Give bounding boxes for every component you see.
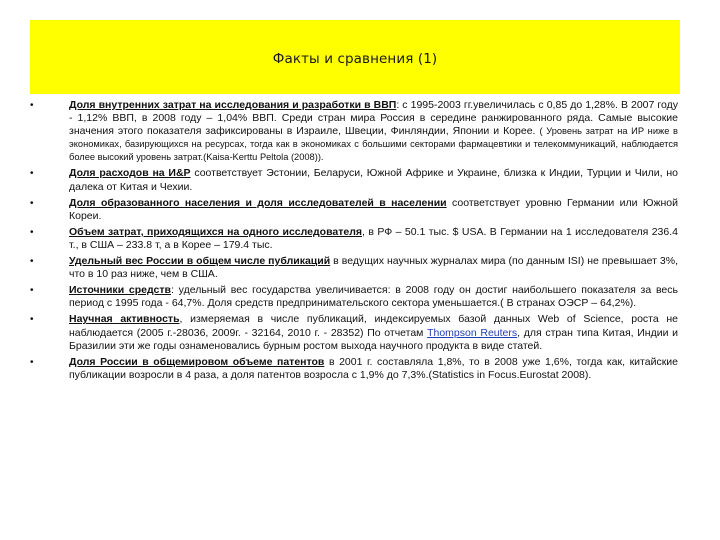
item-lead: Удельный вес России в общем числе публикаций: [69, 255, 331, 268]
item-text: соответствует уровню Германии или Южной Кореи.: [69, 196, 679, 222]
list-item-patents-share: [30, 356, 678, 382]
item-text: соответствует Эстонии, Беларуси, Южной Африке и Украине, близка к Индии, Турции и Чили, но далека от Китая и Чехии.: [69, 167, 678, 193]
list-item-funding-sources: [30, 284, 678, 310]
bullet-icon: •: [30, 285, 34, 297]
list-item-rd-expenses: [30, 167, 678, 193]
item-text: в 2001 г. составляла 1,8%, то в 2008 уже 1,6%, тогда как, китайские публикации возросли в 4 раза, а доля патентов возросла с 1,9% до 7,3%.(Statistics in Focus.Eurostat 2008).: [69, 355, 678, 381]
item-text: в ведущих научных журналах мира (по данным ISI) не превышает 3%, что в 10 раз ниже, чем в США.: [69, 255, 678, 281]
list-item-cost-per-researcher: [30, 226, 678, 252]
item-lead: Источники средств: [69, 284, 171, 297]
bullet-icon: •: [30, 256, 34, 268]
item-text: : удельный вес государства увеличивается: в 2008 году он достиг наибольшего показателя за весь период с 1995 года - 64,7%. Доля средств предпринимательского сектора уменьшается.( В странах ОЭСР – 64,2%).: [69, 284, 678, 310]
bullet-icon: •: [30, 226, 34, 238]
title-band: [30, 20, 680, 94]
list-item-educated-population: [30, 197, 678, 223]
slide-title: Факты и сравнения (1): [272, 51, 438, 67]
bullet-icon: •: [30, 168, 34, 180]
bullet-icon: •: [30, 100, 34, 111]
item-text: , в РФ – 50.1 тыс. $ USA. В Германии на 1 исследователя 236.4 т., в США – 233.8 т, а в Корее – 179.4 тыс.: [69, 225, 678, 251]
bullet-icon: •: [30, 197, 34, 209]
list-item-scientific-activity: [30, 313, 678, 352]
item-lead: Научная активность: [69, 313, 180, 326]
bullet-list: [30, 99, 678, 385]
item-lead: Доля расходов на И&Р: [69, 167, 191, 180]
item-note: ( Уровень затрат на ИР ниже в экономиках, базирующихся на ресурсах, тогда как в экономиках с большими секторами фармацевтики и телекоммуникаций, наблюдается более высокий уровень затрат.(Kaisa-Kerttu Peltola (2008)).: [69, 126, 678, 163]
item-lead: Доля России в общемировом объеме патентов: [69, 355, 325, 368]
item-lead: Доля образованного населения и доля исследователей в населении: [69, 196, 447, 209]
bullet-icon: •: [30, 356, 34, 368]
bullet-icon: •: [30, 314, 34, 326]
thompson-reuters-link[interactable]: Thompson Reuters: [427, 326, 518, 339]
item-lead: Объем затрат, приходящихся на одного исследователя: [69, 225, 363, 238]
item-lead: Доля внутренних затрат на исследования и разработки в ВВП: [69, 99, 397, 111]
item-text: , для стран типа Китая, Индии и Бразилии эти же годы ознаменовались бурным ростом выхода научного продукта в виде статей.: [69, 326, 679, 352]
list-item-rd-share: [30, 99, 678, 164]
item-text: , измеряемая в числе публикаций, индексируемых базой данных Web of Science, роста не наблюдается (2005 г.-28036, 2009г. - 32164, 2010 г. - 28352) По отчетам: [69, 313, 678, 339]
item-text: : с 1995-2003 гг.увеличилась с 0,85 до 1,28%. В 2007 году - 1,12% ВВП, в 2008 году – 1,04% ВВП. Среди стран мира Россия в середине ранжированного ряда. Самые высокие значения этого показателя зафиксированы в Израиле, Швеции, Финляндии, Японии и Корее.: [69, 99, 678, 138]
list-item-publications-share: [30, 255, 678, 281]
